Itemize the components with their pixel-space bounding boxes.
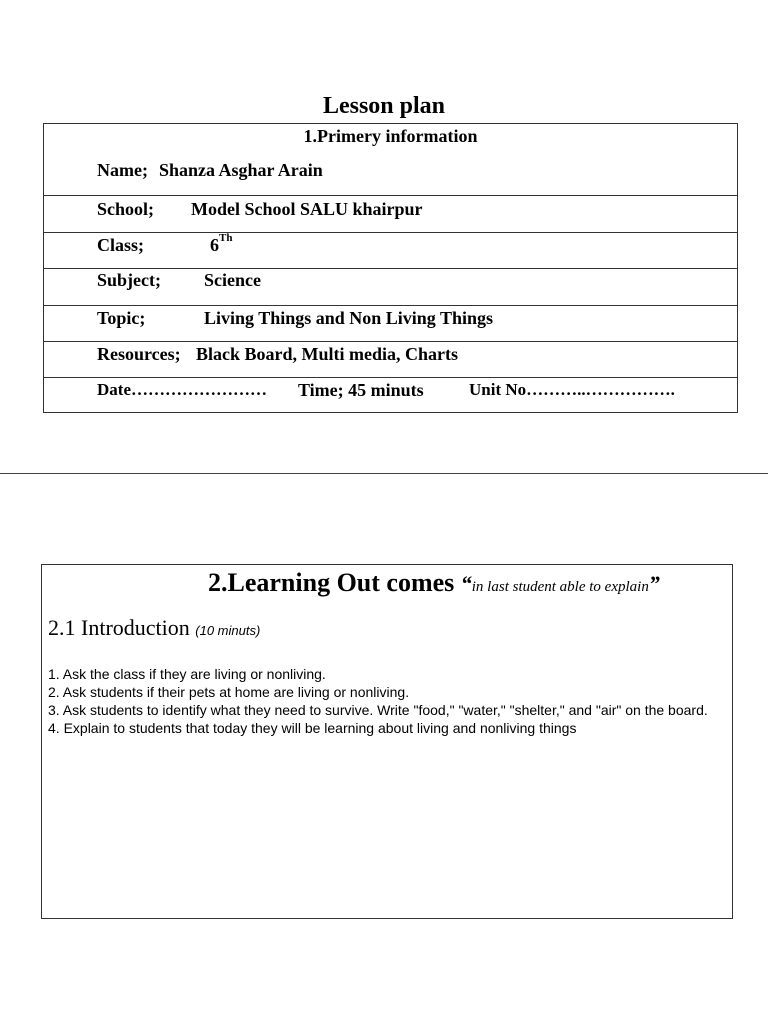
- learning-outcomes-heading: 2.Learning Out comes “in last student able to explain”: [208, 568, 660, 597]
- date-label: Date……………………: [97, 380, 267, 399]
- subject-row: [44, 268, 737, 290]
- topic-label: Topic;: [97, 308, 146, 328]
- introduction-steps: [48, 665, 723, 737]
- introduction-heading: 2.1 Introduction (10 minuts): [48, 615, 261, 640]
- list-item: 2. Ask students if their pets at home are living or nonliving.: [48, 684, 410, 700]
- outcomes-note: in last student able to explain: [471, 579, 649, 595]
- subject-label: Subject;: [97, 270, 161, 290]
- page-title: Lesson plan: [322, 93, 446, 119]
- topic-row: [44, 305, 737, 328]
- topic-value: Living Things and Non Living Things: [204, 308, 493, 328]
- section-title: 1.Primery information: [303, 126, 478, 146]
- class-value: 6Th: [210, 232, 233, 255]
- list-item: 4. Explain to students that today they will be learning about living and nonliving things: [48, 720, 577, 736]
- time-value: Time; 45 minuts: [298, 380, 424, 400]
- primary-information-table: [43, 123, 738, 413]
- class-row: [44, 232, 737, 255]
- class-label: Class;: [97, 235, 145, 255]
- resources-value: Black Board, Multi media, Charts: [196, 344, 459, 364]
- resources-label: Resources;: [97, 344, 181, 364]
- section-divider: [0, 473, 768, 474]
- class-suffix: Th: [219, 232, 233, 244]
- name-value: Shanza Asghar Arain: [159, 160, 323, 180]
- list-item: 1. Ask the class if they are living or nonliving.: [48, 666, 326, 682]
- school-label: School;: [97, 199, 155, 219]
- introduction-duration: (10 minuts): [195, 623, 261, 638]
- resources-row: [44, 341, 737, 364]
- school-value: Model School SALU khairpur: [191, 199, 423, 219]
- school-row: [44, 195, 737, 219]
- name-label: Name;: [97, 160, 148, 180]
- list-item: 3. Ask students to identify what they need to survive. Write "food," "water," "shelter," and "air" on the board.: [48, 702, 708, 718]
- subject-value: Science: [204, 270, 261, 290]
- unit-value: Unit No………..…………….: [469, 380, 675, 399]
- learning-outcomes-box: [41, 564, 733, 919]
- date-row: [44, 377, 737, 400]
